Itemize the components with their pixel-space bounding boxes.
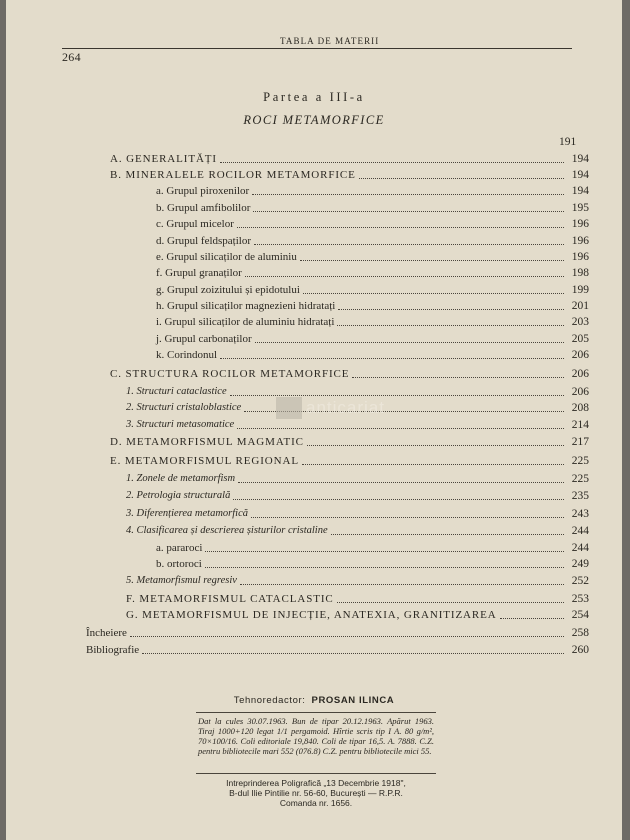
toc-entry-label: j. Grupul carbonaților xyxy=(156,333,252,345)
toc-entry-label: i. Grupul silicaților de aluminiu hidratați xyxy=(156,316,335,328)
colophon-rule-middle xyxy=(196,773,436,774)
toc-entry-page: 194 xyxy=(571,153,589,165)
toc-entry-page: 225 xyxy=(571,455,589,467)
toc-entry-page: 199 xyxy=(571,284,589,296)
toc-entry-page: 201 xyxy=(571,300,589,312)
toc-entry-page: 244 xyxy=(571,525,589,537)
toc-entry-page: 206 xyxy=(571,368,589,380)
colophon xyxy=(6,0,622,840)
toc-entry-page: 235 xyxy=(571,490,589,502)
press-info xyxy=(198,778,434,808)
tech-editor-line xyxy=(6,695,622,706)
toc-entry-page: 196 xyxy=(571,235,589,247)
toc-entry-page: 244 xyxy=(571,542,589,554)
toc-entry-label: g. Grupul zoizitului și epidotului xyxy=(156,284,300,296)
toc-entry-page: 196 xyxy=(571,251,589,263)
press-line-1: Intreprinderea Poligrafică „13 Decembrie 1918", xyxy=(226,778,406,788)
toc-entry-label: 4. Clasificarea și descrierea șisturilor cristaline xyxy=(126,525,328,536)
toc-entry-label: d. Grupul feldspaților xyxy=(156,235,252,247)
watermark-text: anticariat xyxy=(306,398,385,417)
toc-entry-page: 194 xyxy=(571,169,589,181)
toc-entry-label: 2. Structuri cristaloblastice xyxy=(126,402,242,413)
print-info: Dat la cules 30.07.1963. Bun de tipar 20.12.1963. Apărut 1963. Tiraj 1000+120 legat 1/1 pergamoid. Hîrtie scris tip I A. 80 g/m², 70×100/16. Coli editoriale 19,840. Coli de tipar 16,5. A. 7888. C.Z. pentru bibliotecile mari 552 (076.8) C.Z. pentru bibliotecile mici 55. xyxy=(198,716,434,756)
toc-entry-label: k. Corindonul xyxy=(156,349,218,361)
toc-entry-label: b. ortoroci xyxy=(156,558,202,570)
toc-entry-page: 198 xyxy=(571,267,589,279)
toc-entry-label: 2. Petrologia structurală xyxy=(126,490,231,501)
colophon-rule-top xyxy=(196,712,436,713)
toc-entry-page: 205 xyxy=(571,333,589,345)
toc-entry-label: C. STRUCTURA ROCILOR METAMORFICE xyxy=(110,368,350,380)
toc-entry-page: 195 xyxy=(571,202,589,214)
section-title: ROCI METAMORFICE xyxy=(243,113,385,127)
tech-editor-label: Tehnoredactor: xyxy=(233,695,306,706)
running-title: TABLA DE MATERII xyxy=(280,36,380,46)
book-page xyxy=(6,0,622,840)
toc-entry-page: 258 xyxy=(571,627,589,639)
toc-entry-label: a. pararoci xyxy=(156,542,203,554)
toc-entry-label: A. GENERALITĂȚI xyxy=(110,153,217,165)
toc-entry-label: e. Grupul silicaților de aluminiu xyxy=(156,251,297,263)
toc-entry-label: f. Grupul granaților xyxy=(156,267,242,279)
toc-entry-page: 208 xyxy=(571,402,589,414)
press-line-3: Comanda nr. 1656. xyxy=(279,798,353,808)
toc-entry-label: Bibliografie xyxy=(86,644,140,656)
toc-entry-label: E. METAMORFISMUL REGIONAL xyxy=(110,455,299,467)
toc-entry-label: c. Grupul micelor xyxy=(156,218,234,230)
toc-entry-page: 254 xyxy=(571,609,589,621)
toc-entry-page: 253 xyxy=(571,593,589,605)
toc-entry-label: B. MINERALELE ROCILOR METAMORFICE xyxy=(110,169,356,181)
toc-entry-page: 225 xyxy=(571,473,589,485)
section-page-ref: 191 xyxy=(559,136,577,148)
toc-entry-page: 203 xyxy=(571,316,589,328)
toc-entry-page: 249 xyxy=(571,558,589,570)
toc-entry-page: 206 xyxy=(571,349,589,361)
toc-entry-page: 206 xyxy=(571,386,589,398)
toc-entry-page: 196 xyxy=(571,218,589,230)
toc-entry-label: Încheiere xyxy=(86,627,127,639)
toc-entry-label: G. METAMORFISMUL DE INJECȚIE, ANATEXIA, GRANITIZAREA xyxy=(126,609,497,621)
toc-entry-page: 217 xyxy=(571,436,589,448)
toc-entry-page: 243 xyxy=(571,508,589,520)
toc-entry-label: 3. Structuri metasomatice xyxy=(126,419,235,430)
toc-entry-page: 252 xyxy=(571,575,589,587)
toc-entry-label: D. METAMORFISMUL MAGMATIC xyxy=(110,436,304,448)
toc-entry-label: h. Grupul silicaților magnezieni hidratați xyxy=(156,300,336,312)
page-number: 264 xyxy=(62,50,81,64)
toc-entry-label: F. METAMORFISMUL CATACLASTIC xyxy=(126,593,334,605)
tech-editor-name: PROSAN ILINCA xyxy=(311,695,395,706)
toc-entry-page: 194 xyxy=(571,185,589,197)
toc-entry-label: 1. Structuri cataclastice xyxy=(126,386,227,397)
toc-entry-label: 5. Metamorfismul regresiv xyxy=(126,575,237,586)
toc-entry-label: 1. Zonele de metamorfism xyxy=(126,473,236,484)
part-heading: Partea a III-a xyxy=(263,90,365,104)
toc-entry-page: 260 xyxy=(571,644,589,656)
toc-entry-label: 3. Diferențierea metamorfică xyxy=(126,508,248,519)
toc-entry-label: a. Grupul piroxenilor xyxy=(156,185,250,197)
toc-entry-page: 214 xyxy=(571,419,589,431)
toc-entry-label: b. Grupul amfibolilor xyxy=(156,202,251,214)
press-line-2: B-dul Ilie Pintilie nr. 56-60, București — R.P.R. xyxy=(229,788,403,798)
